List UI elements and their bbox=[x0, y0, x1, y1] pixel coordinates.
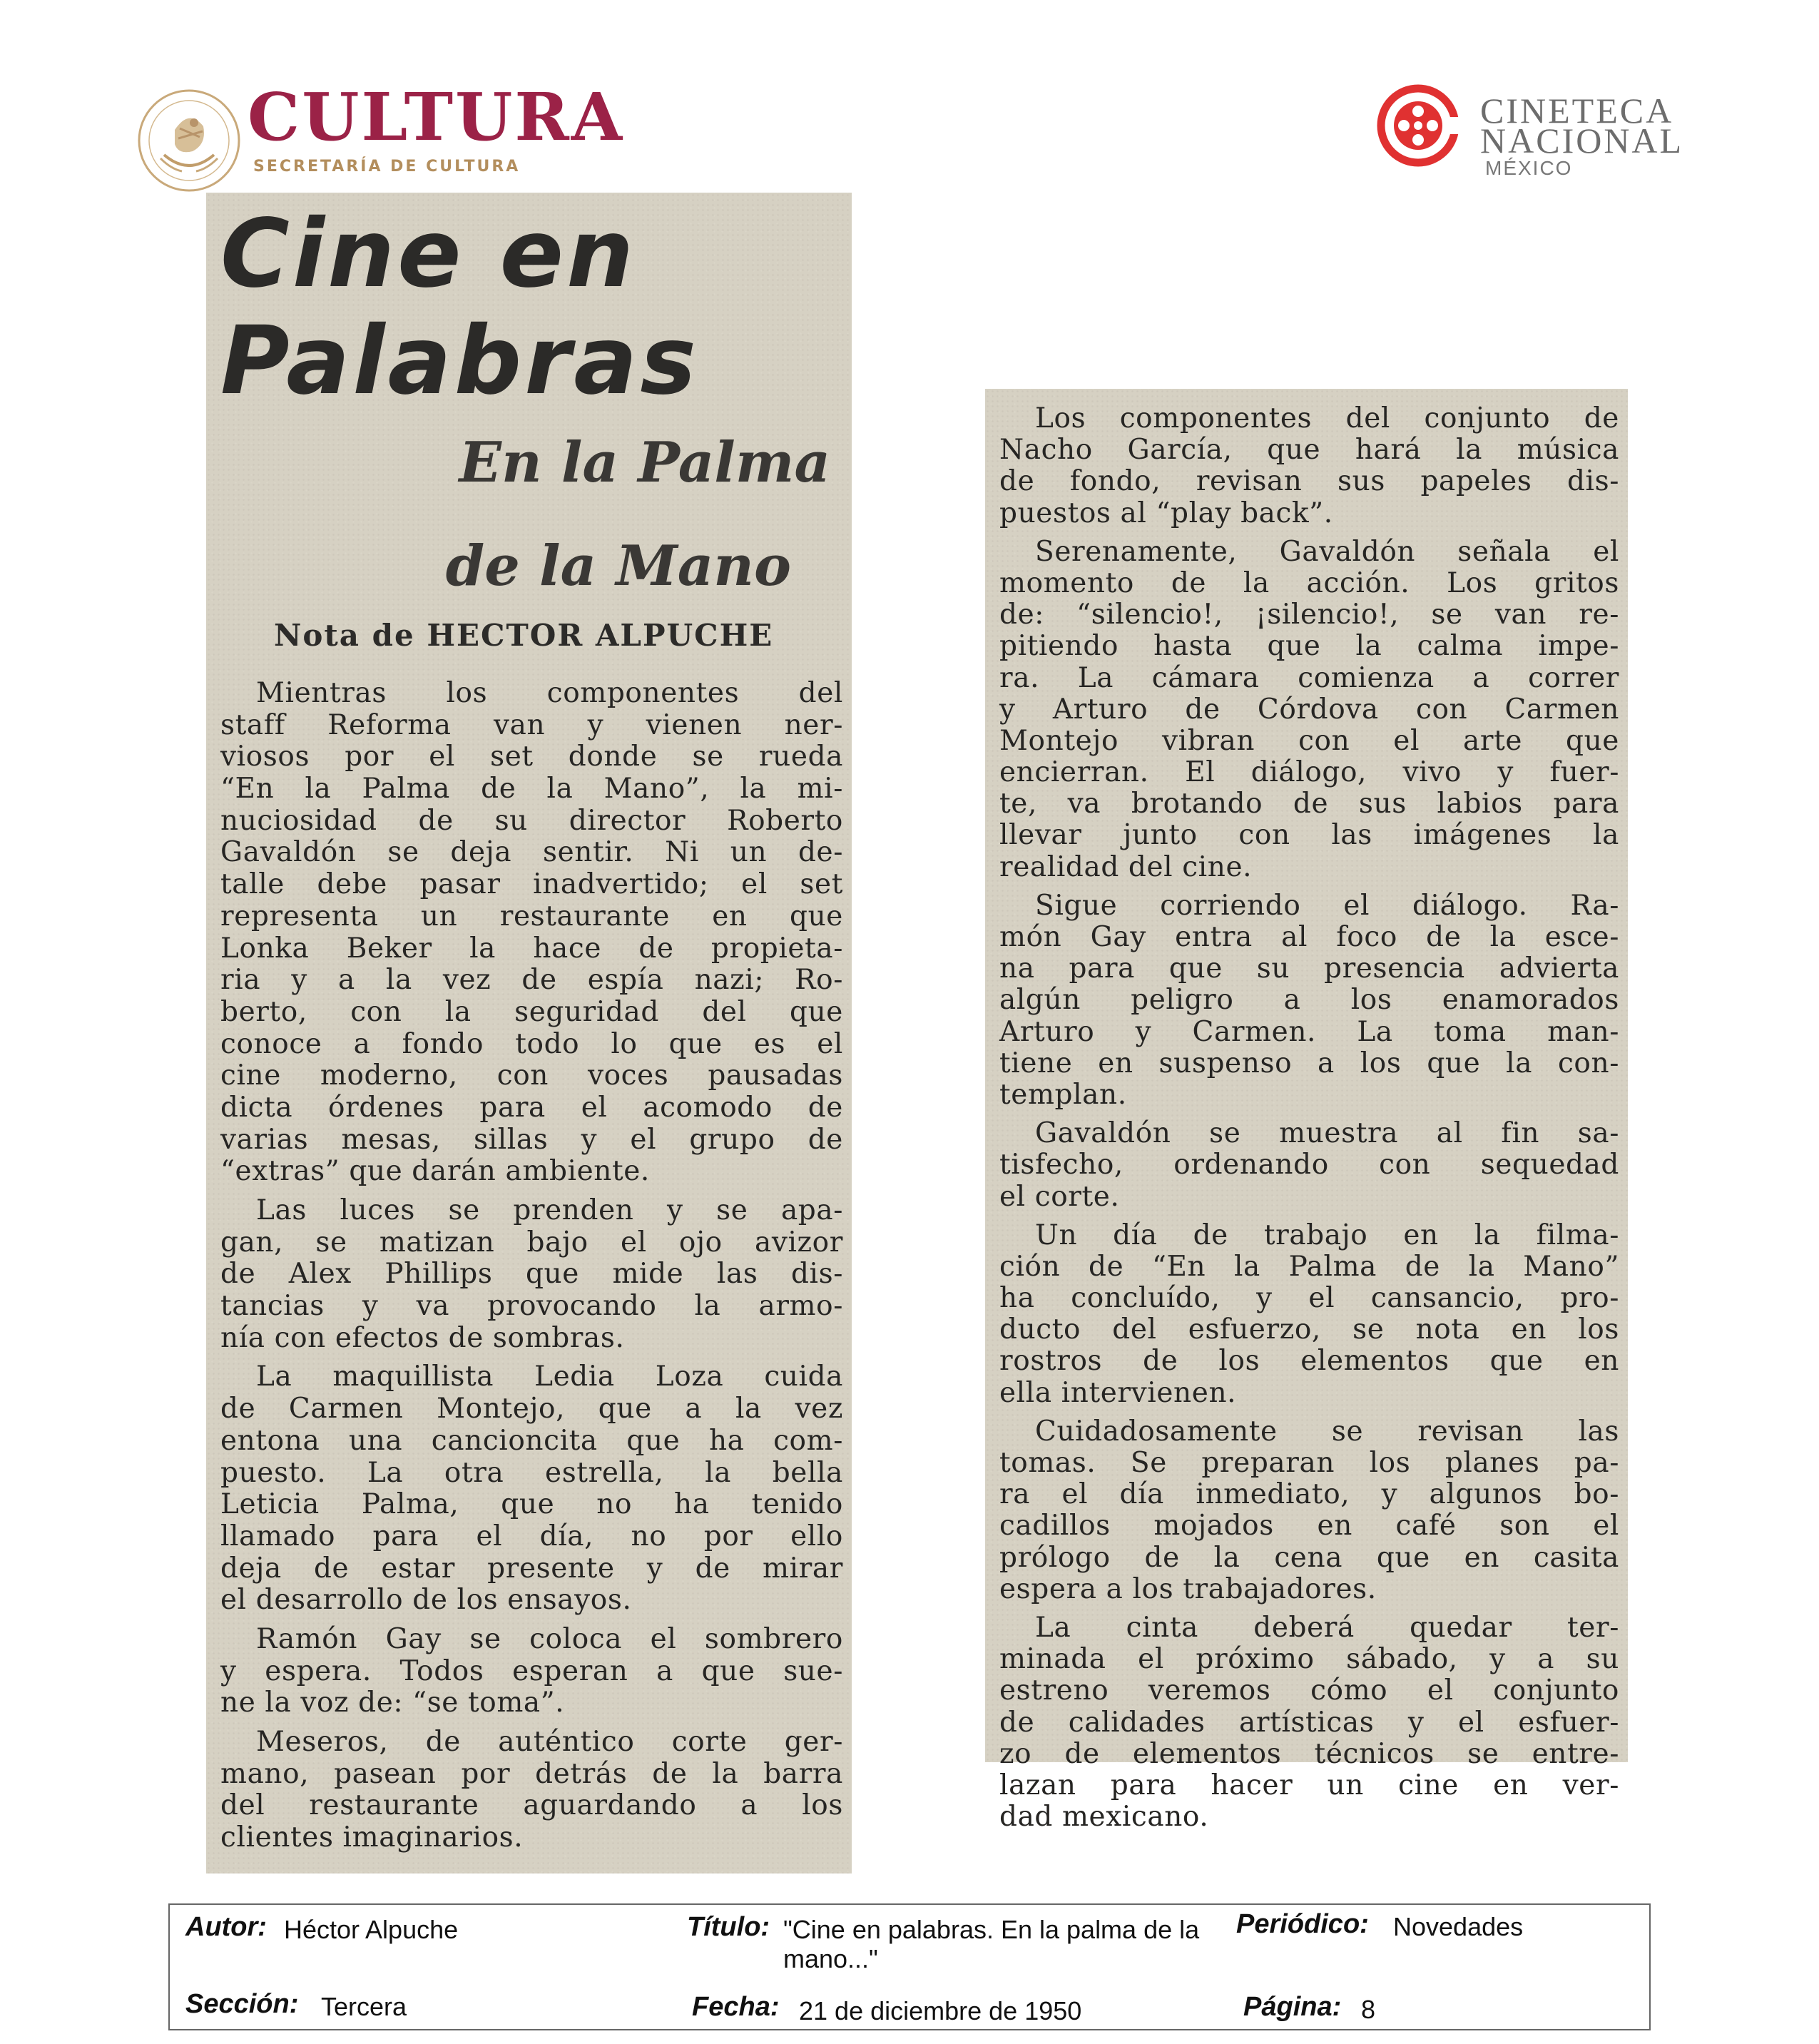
fecha-label: Fecha: bbox=[692, 1992, 780, 2022]
article-column-2 bbox=[999, 403, 1619, 1833]
article-line: llamado para el día, no por ello bbox=[220, 1520, 843, 1552]
article-line: ra el día inmediato, y algunos bo- bbox=[999, 1478, 1619, 1511]
article-line: món Gay entra al foco de la esce- bbox=[999, 921, 1619, 953]
article-line: tiene en suspenso a los que la con- bbox=[999, 1047, 1619, 1079]
article-line: algún peligro a los enamorados bbox=[999, 984, 1619, 1017]
article-line: prólogo de la cena que en casita bbox=[999, 1541, 1619, 1574]
article-line: de Carmen Montejo, que a la vez bbox=[220, 1393, 843, 1425]
article-line: Gavaldón se muestra al fin sa- bbox=[1035, 1117, 1619, 1150]
pagina-label: Página: bbox=[1243, 1992, 1342, 2022]
byline: Nota de HECTOR ALPUCHE bbox=[274, 618, 774, 653]
cultura-wordmark: CULTURA bbox=[248, 78, 625, 156]
article-line: nuciosidad de su director Roberto bbox=[220, 804, 843, 837]
article-line: puesto. La otra estrella, la bella bbox=[220, 1456, 843, 1489]
article-line: lazan para hacer un cine en ver- bbox=[999, 1769, 1619, 1801]
article-line: zo de elementos técnicos se entre- bbox=[999, 1737, 1619, 1770]
article-line: pitiendo hasta que la calma impe- bbox=[999, 630, 1619, 663]
autor-label: Autor: bbox=[185, 1912, 267, 1942]
article-line: “extras” que darán ambiente. bbox=[220, 1155, 650, 1188]
article-line: y espera. Todos esperan a que sue- bbox=[220, 1654, 843, 1687]
cineteca-line3: MÉXICO bbox=[1485, 157, 1573, 179]
article-line: entona una cancioncita que ha com- bbox=[220, 1424, 843, 1457]
seccion-label: Sección: bbox=[185, 1989, 299, 2019]
article-line: clientes imaginarios. bbox=[220, 1821, 524, 1854]
article-line: Los componentes del conjunto de bbox=[1035, 402, 1619, 434]
article-line: talle debe pasar inadvertido; el set bbox=[220, 868, 843, 901]
subheadline-line-1: En la Palma bbox=[459, 430, 830, 495]
headline-line-1: Cine en bbox=[220, 199, 637, 309]
article-line: na para que su presencia advierta bbox=[999, 952, 1619, 985]
article-line: nía con efectos de sombras. bbox=[220, 1321, 625, 1354]
article-line: de calidades artísticas y el esfuer- bbox=[999, 1706, 1619, 1739]
cineteca-line2: NACIONAL bbox=[1480, 121, 1684, 161]
article-line: viosos por el set donde se rueda bbox=[220, 741, 843, 773]
periodico-label: Periódico: bbox=[1236, 1909, 1369, 1939]
article-line: ella intervienen. bbox=[999, 1376, 1237, 1409]
article-line: La cinta deberá quedar ter- bbox=[1035, 1611, 1619, 1644]
article-line: “En la Palma de la Mano”, la mi- bbox=[220, 773, 843, 805]
article-line: Ramón Gay se coloca el sombrero bbox=[256, 1622, 843, 1655]
article-line: Arturo y Carmen. La toma man- bbox=[999, 1015, 1619, 1048]
article-line: tancias y va provocando la armo- bbox=[220, 1290, 843, 1323]
article-line: llevar junto con las imágenes la bbox=[999, 819, 1619, 852]
article-line: ción de “En la Palma de la Mano” bbox=[999, 1250, 1619, 1283]
cultura-logo bbox=[136, 78, 625, 184]
article-line: puestos al “play back”. bbox=[999, 497, 1333, 529]
article-line: encierran. El diálogo, vivo y fuer- bbox=[999, 756, 1619, 789]
periodico-value: Novedades bbox=[1393, 1912, 1524, 1941]
article-line: Mientras los componentes del bbox=[256, 677, 843, 709]
article-line: berto, con la seguridad del que bbox=[220, 995, 843, 1028]
article-line: Lonka Beker la hace de propieta- bbox=[220, 932, 843, 965]
autor-value: Héctor Alpuche bbox=[284, 1915, 459, 1944]
article-line: Nacho García, que hará la música bbox=[999, 434, 1619, 467]
national-seal-icon bbox=[136, 87, 243, 194]
article-line: Las luces se prenden y se apa- bbox=[256, 1194, 843, 1226]
article-line: representa un restaurante en que bbox=[220, 900, 843, 932]
article-line: estreno veremos cómo el conjunto bbox=[999, 1674, 1619, 1707]
titulo-label: Título: bbox=[687, 1912, 770, 1942]
article-line: te, va brotando de sus labios para bbox=[999, 788, 1619, 820]
article-line: de Alex Phillips que mide las dis- bbox=[220, 1258, 843, 1291]
article-line: y Arturo de Córdova con Carmen bbox=[999, 693, 1619, 726]
cineteca-logo bbox=[1377, 84, 1691, 184]
article-line: varias mesas, sillas y el grupo de bbox=[220, 1123, 843, 1156]
article-line: dicta órdenes para el acomodo de bbox=[220, 1091, 843, 1124]
subheadline-line-2: de la Mano bbox=[445, 534, 791, 599]
article-line: mano, pasean por detrás de la barra bbox=[220, 1757, 843, 1790]
article-line: tisfecho, ordenando con sequedad bbox=[999, 1149, 1619, 1181]
article-line: Meseros, de auténtico corte ger- bbox=[256, 1726, 843, 1758]
article-line: del restaurante aguardando a los bbox=[220, 1789, 843, 1822]
cultura-subtitle: SECRETARÍA DE CULTURA bbox=[253, 158, 521, 176]
article-line: La maquillista Ledia Loza cuida bbox=[256, 1361, 843, 1393]
article-line: espera a los trabajadores. bbox=[999, 1572, 1377, 1605]
article-line: minada el próximo sábado, y a su bbox=[999, 1643, 1619, 1676]
article-line: gan, se matizan bajo el ojo avizor bbox=[220, 1226, 843, 1259]
cineteca-line1: CINETECA bbox=[1480, 91, 1674, 131]
article-line: staff Reforma van y vienen ner- bbox=[220, 708, 843, 741]
article-line: cadillos mojados en café son el bbox=[999, 1510, 1619, 1542]
article-column-1 bbox=[220, 678, 843, 1854]
article-line: ria y a la vez de espía nazi; Ro- bbox=[220, 964, 843, 997]
article-line: tomas. Se preparan los planes pa- bbox=[999, 1447, 1619, 1479]
article-line: rostros de los elementos que en bbox=[999, 1345, 1619, 1378]
headline-line-2: Palabras bbox=[220, 306, 699, 416]
article-line: Montejo vibran con el arte que bbox=[999, 724, 1619, 757]
article-line: el corte. bbox=[999, 1180, 1120, 1213]
article-line: Gavaldón se deja sentir. Ni un de- bbox=[220, 836, 843, 869]
article-line: cine moderno, con voces pausadas bbox=[220, 1059, 843, 1092]
fecha-value: 21 de diciembre de 1950 bbox=[799, 1996, 1082, 2025]
article-line: Leticia Palma, que no ha tenido bbox=[220, 1488, 843, 1521]
article-line: de fondo, revisan sus papeles dis- bbox=[999, 465, 1619, 498]
seccion-value: Tercera bbox=[321, 1992, 407, 2021]
article-line: ha concluído, y el cansancio, pro- bbox=[999, 1282, 1619, 1315]
article-line: ne la voz de: “se toma”. bbox=[220, 1687, 565, 1719]
article-line: deja de estar presente y de mirar bbox=[220, 1552, 843, 1585]
article-line: Sigue corriendo el diálogo. Ra- bbox=[1035, 889, 1619, 922]
titulo-value: "Cine en palabras. En la palma de la mano..." bbox=[783, 1915, 1200, 1974]
article-line: de: “silencio!, ¡silencio!, se van re- bbox=[999, 599, 1619, 631]
film-reel-icon bbox=[1377, 84, 1459, 167]
clipping-right bbox=[985, 389, 1628, 1834]
metadata-box bbox=[168, 1903, 1651, 2030]
clipping-left bbox=[206, 193, 852, 1873]
article-line: ducto del esfuerzo, se nota en los bbox=[999, 1313, 1619, 1346]
article-line: Cuidadosamente se revisan las bbox=[1035, 1415, 1619, 1448]
article-line: dad mexicano. bbox=[999, 1801, 1209, 1834]
article-line: momento de la acción. Los gritos bbox=[999, 566, 1619, 599]
article-line: Serenamente, Gavaldón señala el bbox=[1035, 535, 1619, 568]
article-line: Un día de trabajo en la filma- bbox=[1035, 1219, 1619, 1251]
article-line: templan. bbox=[999, 1078, 1127, 1111]
pagina-value: 8 bbox=[1361, 1995, 1376, 2024]
article-line: el desarrollo de los ensayos. bbox=[220, 1584, 632, 1617]
article-line: conoce a fondo todo lo que es el bbox=[220, 1027, 843, 1060]
article-line: ra. La cámara comienza a correr bbox=[999, 661, 1619, 694]
article-line: realidad del cine. bbox=[999, 850, 1253, 883]
